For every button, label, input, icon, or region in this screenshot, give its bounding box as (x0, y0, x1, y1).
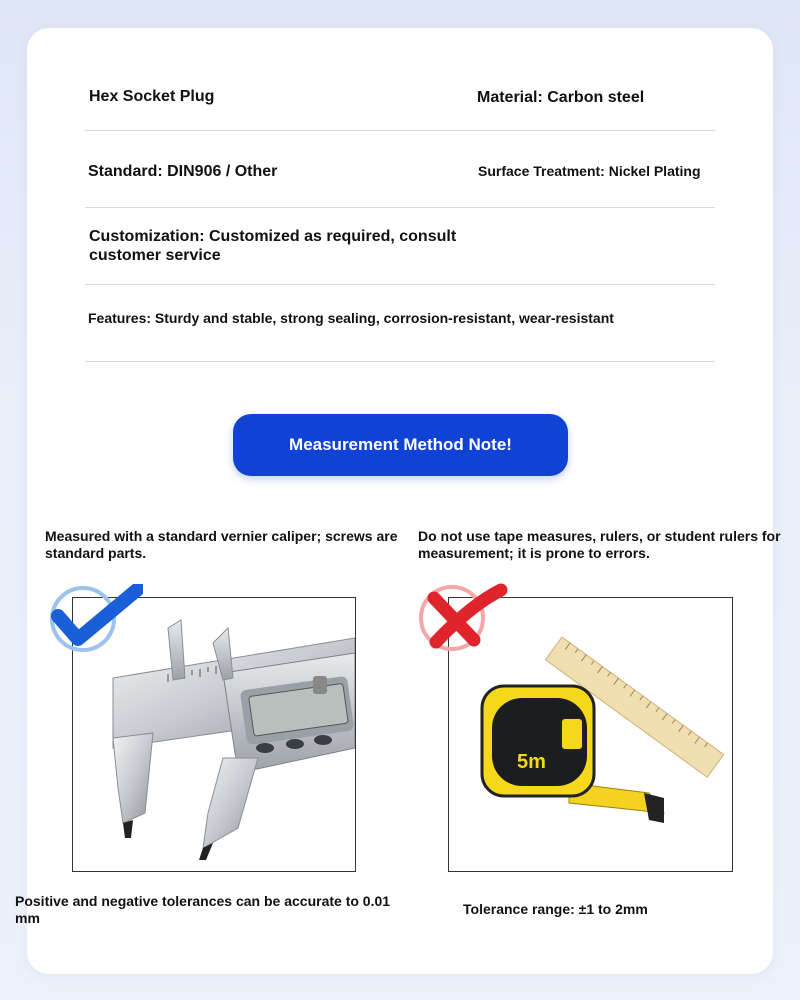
standard-spec: Standard: DIN906 / Other (88, 163, 278, 180)
tape-size-label: 5m (517, 751, 546, 773)
material-spec: Material: Carbon steel (477, 89, 645, 106)
right-caption: Do not use tape measures, rulers, or student rulers for measurement; it is prone to errors. (418, 528, 781, 561)
divider (85, 207, 715, 208)
check-icon (48, 584, 143, 654)
measurement-method-button[interactable]: Measurement Method Note! (233, 414, 568, 476)
features-spec: Features: Sturdy and stable, strong sealing, corrosion-resistant, wear-resistant (88, 310, 614, 326)
divider (85, 284, 715, 285)
divider (85, 130, 715, 131)
left-footer: Positive and negative tolerances can be accurate to 0.01 mm (15, 893, 391, 926)
customization-spec: Customization: Customized as required, consult customer service (89, 228, 457, 264)
product-name: Hex Socket Plug (89, 88, 215, 105)
cross-icon (416, 580, 511, 655)
right-footer: Tolerance range: ±1 to 2mm (463, 901, 648, 917)
divider (85, 361, 715, 362)
left-caption: Measured with a standard vernier caliper; screws are standard parts. (45, 528, 398, 561)
surface-spec: Surface Treatment: Nickel Plating (478, 163, 701, 179)
